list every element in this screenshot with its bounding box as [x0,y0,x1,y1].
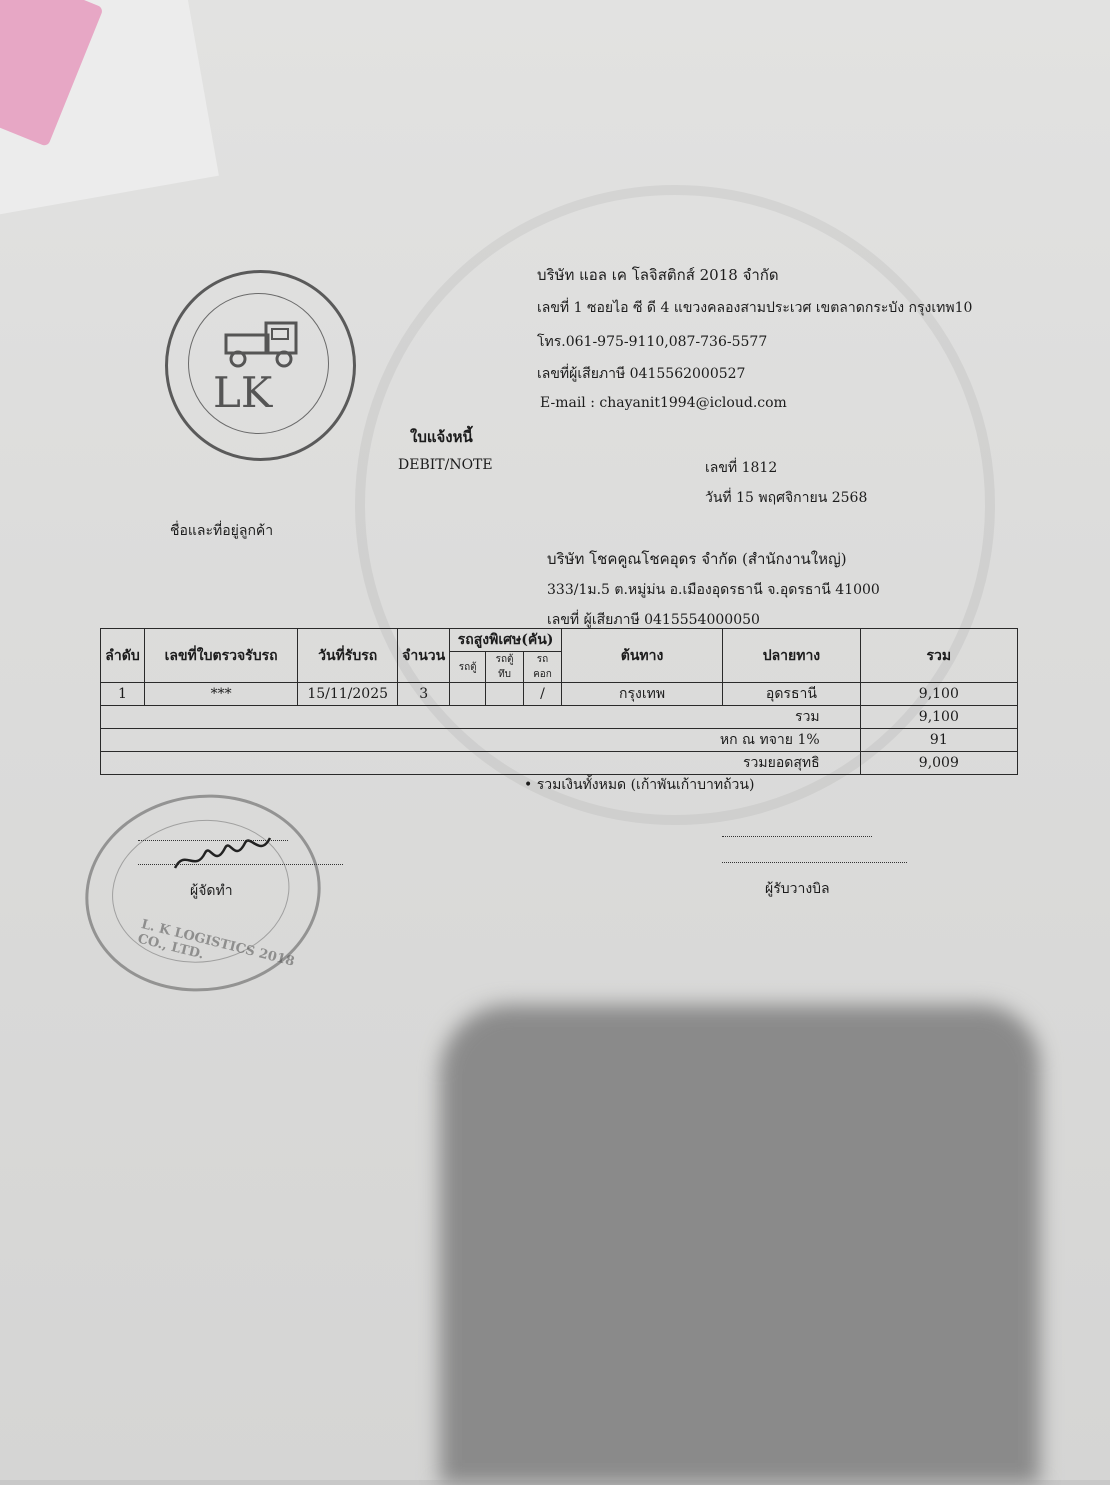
invoice-table [100,628,1018,775]
cell-sub-van [450,683,486,706]
subtotal-value: 9,100 [860,706,1017,729]
doc-date: วันที่ 15 พฤศจิกายน 2568 [705,490,868,506]
header-seq: ลำดับ [101,629,145,683]
company-seal-logo [165,270,356,461]
company-email: E-mail : chayanit1994@icloud.com [540,395,787,411]
company-name: บริษัท แอล เค โลจิสติกส์ 2018 จำกัด [537,266,779,284]
signature-scribble [170,828,280,878]
customer-label: ชื่อและที่อยู่ลูกค้า [170,523,274,539]
doc-title-th: ใบแจ้งหนี้ [410,428,473,446]
amount-in-words: • รวมเงินทั้งหมด (เก้าพันเก้าบาทถ้วน) [524,777,755,793]
header-special: รถสูงพิเศษ(คัน) [450,629,562,652]
table-header-row [101,629,1018,652]
cell-destination: อุดรธานี [723,683,860,706]
cell-seq: 1 [101,683,145,706]
cell-origin: กรุงเทพ [561,683,722,706]
net-label: รวมยอดสุทธิ [101,752,861,775]
signature-line-upper [138,840,288,841]
receiver-label: ผู้รับวางบิล [765,881,830,897]
withholding-value: 91 [860,729,1017,752]
header-origin: ต้นทาง [561,629,722,683]
stamp-ring-text: L. K LOGISTICS 2018 CO., LTD. [136,917,296,970]
company-phone: โทร.061-975-9110,087-736-5577 [537,334,768,350]
withholding-label: หก ณ ทจาย 1% [101,729,861,752]
doc-title-en: DEBIT/NOTE [398,457,493,473]
header-sub-box-van: รถตู้ทึบ [486,652,524,683]
header-inspection-no: เลขที่ใบตรวจรับรถ [144,629,297,683]
customer-name: บริษัท โชคคูณโชคอุดร จำกัด (สำนักงานใหญ่) [547,550,847,568]
header-sub-van: รถตู้ [450,652,486,683]
header-date: วันที่รับรถ [298,629,398,683]
company-address: เลขที่ 1 ซอยไอ ซี ดี 4 แขวงคลองสามประเวศ เขตลาดกระบัง กรุงเทพ10 [537,300,973,316]
signature-line-preparer [138,864,343,865]
withholding-row [101,729,1018,752]
photo-shadow [440,1005,1040,1485]
cell-qty: 3 [398,683,450,706]
cell-date: 15/11/2025 [298,683,398,706]
header-total: รวม [860,629,1017,683]
seal-lk-letters: LK [213,368,273,417]
truck-icon [206,315,316,375]
customer-address: 333/1ม.5 ต.หมู่ม่น อ.เมืองอุดรธานี จ.อุดรธานี 41000 [547,582,880,598]
subtotal-row [101,706,1018,729]
net-total-row [101,752,1018,775]
cell-total: 9,100 [860,683,1017,706]
table-row [101,683,1018,706]
amount-words-text: รวมเงินทั้งหมด (เก้าพันเก้าบาทถ้วน) [536,777,755,793]
header-destination: ปลายทาง [723,629,860,683]
doc-number: เลขที่ 1812 [705,460,778,476]
header-sub-stake: รถคอก [524,652,562,683]
preparer-label: ผู้จัดทำ [190,883,233,899]
signature-line-receiver [722,862,907,863]
net-value: 9,009 [860,752,1017,775]
subtotal-label: รวม [101,706,861,729]
cell-inspection-no: *** [144,683,297,706]
company-tax-id: เลขที่ผู้เสียภาษี 0415562000527 [537,366,746,382]
signature-line-upper-receiver [722,836,872,837]
cell-sub-box-van [486,683,524,706]
cell-sub-stake: / [524,683,562,706]
header-qty: จำนวน [398,629,450,683]
customer-tax-id: เลขที่ ผู้เสียภาษี 0415554000050 [547,612,760,628]
